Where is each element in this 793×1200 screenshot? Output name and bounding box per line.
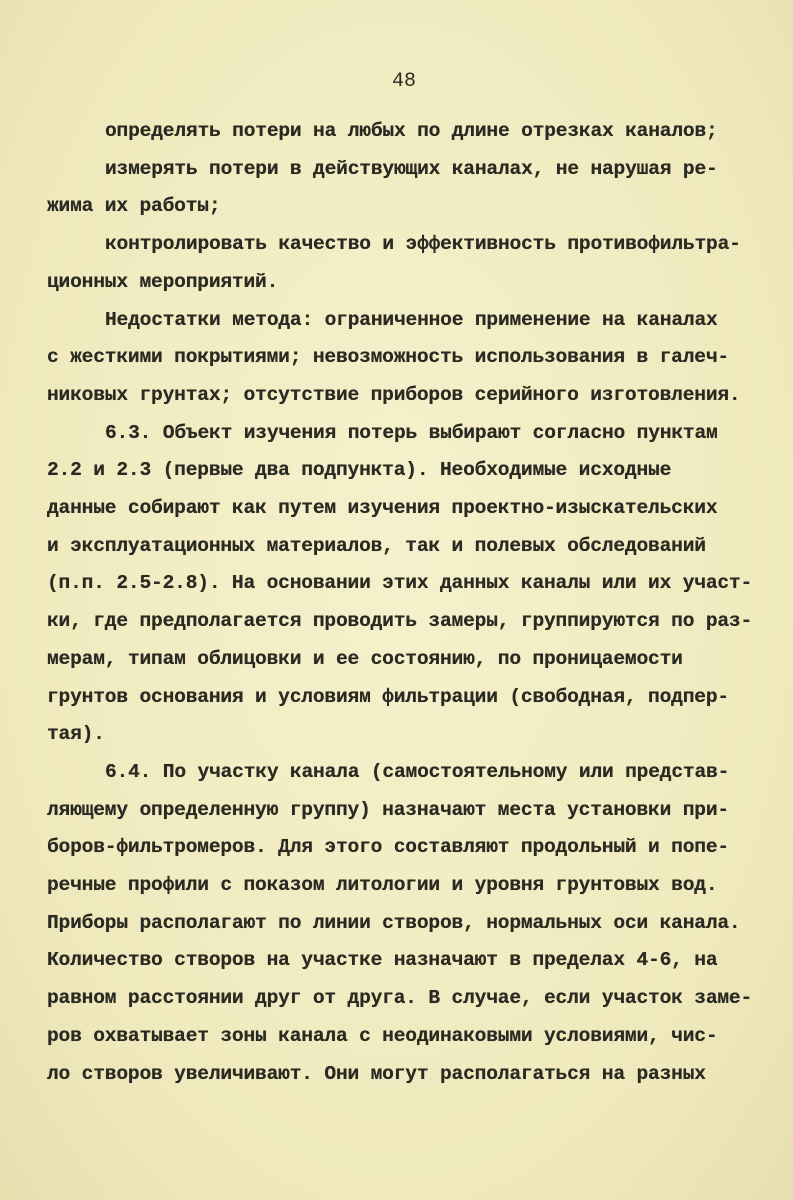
text-line: ционных мероприятий. [47,270,279,293]
text-line: данные собирают как путем изучения проектно-изыскательских [47,497,718,519]
text-line: Количество створов на участке назначают в пределах 4-6, на [47,949,718,972]
text-line: никовых грунтах; отсутствие приборов серийного изготовления. [47,383,741,406]
text-line: определять потери на любых по длине отрезках каналов; [105,120,718,142]
page-number: 48 [392,70,417,93]
text-line: с жесткими покрытиями; невозможность использования в галеч- [47,346,729,369]
text-line: Приборы располагают по линии створов, нормальных оси канала. [47,911,741,934]
text-line: боров-фильтромеров. Для этого составляют продольный и попе- [47,836,729,859]
text-line: равном расстоянии друг от друга. В случае, если участок заме- [47,987,753,1010]
text-line: ров охватывает зоны канала с неодинаковыми условиями, чис- [47,1024,718,1047]
text-line: контролировать качество и эффективность противофильтра- [105,233,741,256]
text-line: 6.4. По участку канала (самостоятельному или представ- [105,760,730,783]
text-line: 6.3. Объект изучения потерь выбирают согласно пунктам [105,421,718,444]
text-line: тая). [47,723,105,746]
text-line: Недостатки метода: ограниченное применение на каналах [105,308,718,331]
text-line: и эксплуатационных материалов, так и полевых обследований [47,534,706,557]
text-line: ляющему определенную группу) назначают места установки при- [47,798,729,821]
text-line: мерам, типам облицовки и ее состоянию, по проницаемости [47,647,683,670]
text-line: измерять потери в действующих каналах, не нарушая ре- [105,157,718,180]
text-line: речные профили с показом литологии и уровня грунтовых вод. [47,874,718,896]
text-line: жима их работы; [47,195,221,218]
text-line: 2.2 и 2.3 (первые два подпункта). Необходимые исходные [47,459,672,482]
text-line: (п.п. 2.5-2.8). На основании этих данных каналы или их участ- [47,572,753,595]
text-line: ло створов увеличивают. Они могут располагаться на разных [47,1062,706,1085]
text-line: грунтов основания и условиям фильтрации (свободная, подпер- [47,685,729,708]
text-line: ки, где предполагается проводить замеры, группируются по раз- [47,610,753,633]
